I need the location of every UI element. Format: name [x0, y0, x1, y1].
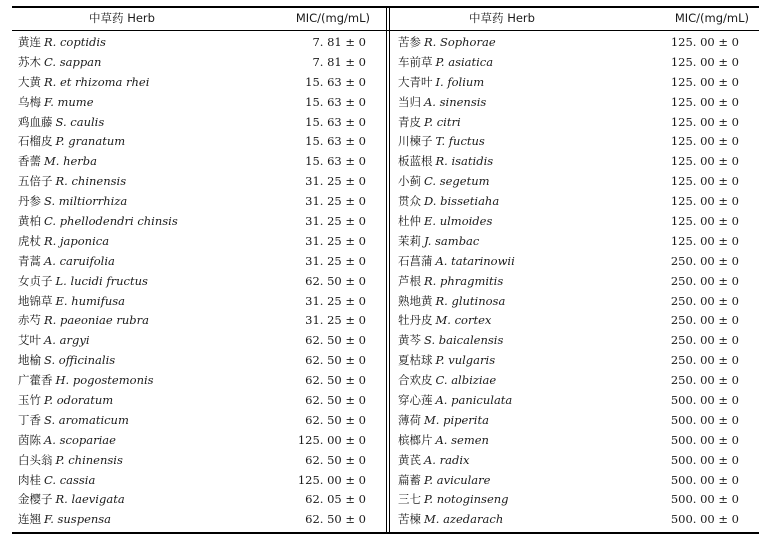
herb-name — [398, 252, 515, 272]
mic-value: 125. 00 ± 0 — [670, 35, 739, 49]
herb-name — [18, 292, 125, 312]
table-row — [392, 471, 759, 491]
herb-name — [18, 471, 95, 491]
herb-name — [398, 510, 503, 530]
table-row — [392, 411, 759, 431]
mic-value: 15. 63 ± 0 — [305, 74, 366, 89]
herb-name — [18, 490, 125, 510]
mic-value: 15. 63 ± 0 — [305, 94, 366, 109]
herb-name — [398, 33, 496, 53]
herb-latin-name: P. vulgaris — [435, 353, 496, 368]
herb-name — [18, 172, 126, 192]
herb-name — [398, 212, 492, 232]
herb-latin-name: R. paeoniae rubra — [44, 313, 149, 328]
herb-chinese-name: 牡丹皮 — [398, 313, 433, 328]
herb-name — [18, 451, 123, 471]
herb-latin-name: A. tatarinowii — [435, 253, 515, 268]
herb-chinese-name: 黄柏 — [18, 214, 41, 229]
table-row — [392, 490, 759, 510]
mic-value: 62. 50 ± 0 — [305, 353, 366, 368]
herb-column-header: 中草药 Herb — [89, 11, 155, 25]
table-column-divider — [386, 6, 390, 534]
herb-latin-name: A. argyi — [44, 333, 90, 348]
table-row — [12, 152, 384, 172]
herb-chinese-name: 艾叶 — [18, 333, 41, 348]
herb-chinese-name: 车前草 — [398, 54, 433, 69]
herb-name — [398, 73, 484, 93]
herb-chinese-name: 黄连 — [18, 35, 41, 49]
table-row — [392, 73, 759, 93]
herb-name — [18, 192, 127, 212]
mic-value: 500. 00 ± 0 — [670, 452, 739, 467]
herb-name — [18, 73, 149, 93]
mic-value: 125. 00 ± 0 — [670, 154, 739, 169]
table-row — [12, 272, 384, 292]
mic-value: 125. 00 ± 0 — [670, 74, 739, 89]
herb-chinese-name: 地锦草 — [18, 293, 53, 308]
herb-name — [398, 53, 493, 73]
herb-latin-name: A. sinensis — [424, 94, 487, 109]
table-row — [12, 172, 384, 192]
herb-name — [398, 132, 485, 152]
herb-latin-name: P. granatum — [55, 134, 126, 149]
herb-column-header: 中草药 Herb — [469, 11, 535, 25]
herb-chinese-name: 石榴皮 — [18, 134, 53, 149]
herb-latin-name: P. chinensis — [55, 452, 123, 467]
table-row — [12, 391, 384, 411]
herb-name — [18, 411, 129, 431]
herb-chinese-name: 五倍子 — [18, 174, 53, 189]
herb-name — [398, 331, 503, 351]
herb-chinese-name: 苏木 — [18, 54, 41, 69]
herb-name — [18, 152, 97, 172]
mic-value: 500. 00 ± 0 — [670, 412, 739, 427]
mic-value: 500. 00 ± 0 — [670, 512, 739, 527]
herb-chinese-name: 黄芪 — [398, 452, 421, 467]
mic-value: 15. 63 ± 0 — [305, 114, 366, 129]
herb-name — [18, 391, 113, 411]
herb-chinese-name: 香薷 — [18, 154, 41, 169]
herb-chinese-name: 广藿香 — [18, 373, 53, 388]
herb-latin-name: A. caruifolia — [44, 253, 115, 268]
herb-chinese-name: 金樱子 — [18, 492, 53, 507]
herb-name — [398, 351, 495, 371]
mic-value: 250. 00 ± 0 — [670, 333, 739, 348]
table-row — [12, 451, 384, 471]
herb-name — [398, 411, 489, 431]
table-row — [392, 172, 759, 192]
table-row — [392, 132, 759, 152]
herb-name — [18, 371, 154, 391]
herb-latin-name: A. radix — [424, 452, 470, 467]
mic-value: 250. 00 ± 0 — [670, 253, 739, 268]
herb-latin-name: M. cortex — [435, 313, 492, 328]
table-row — [392, 212, 759, 232]
mic-value: 125. 00 ± 0 — [670, 134, 739, 149]
herb-chinese-name: 萹蓄 — [398, 472, 421, 487]
herb-name — [398, 93, 486, 113]
table-row — [392, 451, 759, 471]
table-row — [392, 152, 759, 172]
mic-value: 125. 00 ± 0 — [670, 214, 739, 229]
table-row — [12, 212, 384, 232]
herb-name — [398, 272, 503, 292]
herb-latin-name: A. paniculata — [435, 393, 513, 408]
herb-chinese-name: 赤芍 — [18, 313, 41, 328]
herb-latin-name: F. suspensa — [44, 512, 112, 527]
mic-value: 500. 00 ± 0 — [670, 472, 739, 487]
mic-value: 31. 25 ± 0 — [305, 233, 366, 248]
table-row — [12, 471, 384, 491]
herb-chinese-name: 当归 — [398, 94, 421, 109]
herb-chinese-name: 青蒿 — [18, 253, 41, 268]
herb-latin-name: P. notoginseng — [424, 492, 509, 507]
herb-chinese-name: 槟榔片 — [398, 432, 433, 447]
mic-value: 250. 00 ± 0 — [670, 273, 739, 288]
herb-chinese-name: 大黄 — [18, 74, 41, 89]
herb-name — [18, 510, 111, 530]
herb-latin-name: M. herba — [44, 154, 98, 169]
table-row — [12, 192, 384, 212]
table-row — [392, 93, 759, 113]
herb-latin-name: L. lucidi fructus — [55, 273, 148, 288]
herb-latin-name: T. fuctus — [435, 134, 485, 149]
herb-chinese-name: 薄荷 — [398, 412, 421, 427]
mic-value: 500. 00 ± 0 — [670, 432, 739, 447]
mic-value: 125. 00 ± 0 — [297, 432, 366, 447]
mic-value: 31. 25 ± 0 — [305, 214, 366, 229]
mic-value: 62. 50 ± 0 — [305, 333, 366, 348]
herb-chinese-name: 合欢皮 — [398, 373, 433, 388]
herb-chinese-name: 熟地黄 — [398, 293, 433, 308]
herb-chinese-name: 茵陈 — [18, 432, 41, 447]
table-row — [12, 292, 384, 312]
herb-chinese-name: 地榆 — [18, 353, 41, 368]
herb-latin-name: R. glutinosa — [435, 293, 506, 308]
herb-latin-name: E. ulmoides — [424, 214, 493, 229]
herb-latin-name: H. pogostemonis — [55, 373, 154, 388]
table-row — [392, 192, 759, 212]
mic-value: 125. 00 ± 0 — [670, 174, 739, 189]
table-row — [12, 53, 384, 73]
herb-chinese-name: 黄芩 — [398, 333, 421, 348]
herb-chinese-name: 小蓟 — [398, 174, 421, 189]
mic-value: 31. 25 ± 0 — [305, 293, 366, 308]
table-row — [12, 33, 384, 53]
table-row — [12, 93, 384, 113]
table-row — [392, 311, 759, 331]
herb-chinese-name: 乌梅 — [18, 94, 41, 109]
herb-name — [398, 113, 461, 133]
herb-chinese-name: 女贞子 — [18, 273, 53, 288]
herb-name — [398, 192, 499, 212]
table-row — [392, 113, 759, 133]
mic-value: 15. 63 ± 0 — [305, 154, 366, 169]
table-row — [12, 232, 384, 252]
herb-name — [18, 53, 101, 73]
herb-chinese-name: 板蓝根 — [398, 154, 433, 169]
herb-chinese-name: 苦楝 — [398, 512, 421, 527]
herb-latin-name: S. miltiorrhiza — [44, 194, 128, 209]
mic-value: 250. 00 ± 0 — [670, 293, 739, 308]
table-row — [12, 73, 384, 93]
table-row — [12, 331, 384, 351]
table-row — [12, 490, 384, 510]
mic-value: 125. 00 ± 0 — [670, 54, 739, 69]
herb-latin-name: I. folium — [435, 74, 485, 89]
herb-latin-name: P. odoratum — [44, 393, 114, 408]
table-row — [12, 510, 384, 530]
herb-chinese-name: 茉莉 — [398, 233, 421, 248]
mic-value: 62. 50 ± 0 — [305, 412, 366, 427]
herb-latin-name: R. laevigata — [55, 492, 125, 507]
table-row — [12, 371, 384, 391]
herb-latin-name: F. mume — [44, 94, 94, 109]
right-header-row — [392, 6, 759, 31]
table-row — [12, 411, 384, 431]
herb-chinese-name: 玉竹 — [18, 393, 41, 408]
right-rows — [392, 33, 759, 530]
herb-latin-name: S. caulis — [55, 114, 105, 129]
mic-value: 250. 00 ± 0 — [670, 353, 739, 368]
herb-latin-name: S. officinalis — [44, 353, 116, 368]
herb-latin-name: R. coptidis — [44, 35, 106, 49]
herb-latin-name: A. semen — [435, 432, 489, 447]
table-row — [12, 311, 384, 331]
herb-name — [398, 471, 490, 491]
herb-latin-name: S. aromaticum — [44, 412, 129, 427]
mic-value: 250. 00 ± 0 — [670, 313, 739, 328]
herb-chinese-name: 石菖蒲 — [398, 253, 433, 268]
mic-value: 7. 81 ± 0 — [312, 35, 366, 49]
herb-latin-name: S. baicalensis — [424, 333, 504, 348]
herb-name — [18, 113, 104, 133]
herb-latin-name: R. phragmitis — [424, 273, 504, 288]
mic-value: 15. 63 ± 0 — [305, 134, 366, 149]
herb-chinese-name: 连翘 — [18, 512, 41, 527]
herb-name — [18, 331, 90, 351]
herb-latin-name: R. isatidis — [435, 154, 494, 169]
herb-chinese-name: 杜仲 — [398, 214, 421, 229]
herb-chinese-name: 夏枯球 — [398, 353, 433, 368]
left-rows — [12, 33, 384, 530]
herb-name — [18, 431, 116, 451]
table-row — [12, 351, 384, 371]
mic-value: 125. 00 ± 0 — [670, 114, 739, 129]
table-row — [392, 431, 759, 451]
mic-value: 62. 50 ± 0 — [305, 273, 366, 288]
herb-chinese-name: 三七 — [398, 492, 421, 507]
mic-value: 125. 00 ± 0 — [670, 94, 739, 109]
table-row — [12, 132, 384, 152]
mic-value: 62. 50 ± 0 — [305, 452, 366, 467]
table-row — [392, 391, 759, 411]
herb-name — [18, 93, 94, 113]
herb-name — [398, 391, 512, 411]
mic-column-header: MIC/(mg/mL) — [295, 11, 370, 25]
mic-value: 62. 05 ± 0 — [305, 492, 366, 507]
mic-value: 62. 50 ± 0 — [305, 512, 366, 527]
herb-latin-name: C. albiziae — [435, 373, 497, 388]
herb-chinese-name: 丹参 — [18, 194, 41, 209]
herb-latin-name: C. segetum — [424, 174, 490, 189]
mic-value: 62. 50 ± 0 — [305, 373, 366, 388]
mic-value: 500. 00 ± 0 — [670, 393, 739, 408]
table-row — [392, 272, 759, 292]
herb-name — [18, 311, 149, 331]
herb-chinese-name: 肉桂 — [18, 472, 41, 487]
herb-name — [18, 212, 178, 232]
herb-name — [18, 252, 115, 272]
herb-latin-name: M. piperita — [424, 412, 489, 427]
herb-latin-name: P. asiatica — [435, 54, 494, 69]
herb-latin-name: P. aviculare — [424, 472, 491, 487]
herb-name — [398, 311, 491, 331]
herb-name — [398, 371, 496, 391]
table-row — [12, 431, 384, 451]
herb-latin-name: C. phellodendri chinsis — [44, 214, 178, 229]
herb-name — [398, 152, 493, 172]
mic-value: 31. 25 ± 0 — [305, 194, 366, 209]
herb-name — [398, 431, 489, 451]
mic-value: 31. 25 ± 0 — [305, 174, 366, 189]
mic-value: 125. 00 ± 0 — [670, 194, 739, 209]
herb-name — [18, 132, 125, 152]
herb-chinese-name: 穿心莲 — [398, 393, 433, 408]
herb-name — [18, 232, 109, 252]
herb-chinese-name: 芦根 — [398, 273, 421, 288]
mic-value: 250. 00 ± 0 — [670, 373, 739, 388]
herb-name — [398, 490, 509, 510]
herb-name — [18, 351, 115, 371]
herb-name — [398, 232, 479, 252]
herb-latin-name: P. citri — [424, 114, 461, 129]
herb-latin-name: R. chinensis — [55, 174, 127, 189]
herb-name — [398, 292, 505, 312]
table-row — [392, 510, 759, 530]
mic-value: 31. 25 ± 0 — [305, 253, 366, 268]
herb-chinese-name: 川楝子 — [398, 134, 433, 149]
herb-latin-name: R. et rhizoma rhei — [44, 74, 150, 89]
mic-value: 62. 50 ± 0 — [305, 393, 366, 408]
herb-latin-name: J. sambac — [424, 233, 480, 248]
herb-latin-name: M. azedarach — [424, 512, 504, 527]
herb-latin-name: E. humifusa — [55, 293, 126, 308]
herb-chinese-name: 青皮 — [398, 114, 421, 129]
table-row — [392, 33, 759, 53]
mic-value: 125. 00 ± 0 — [670, 233, 739, 248]
herb-latin-name: R. Sophorae — [424, 35, 496, 49]
herb-latin-name: R. japonica — [44, 233, 110, 248]
herb-name — [398, 172, 490, 192]
mic-column-header: MIC/(mg/mL) — [674, 11, 749, 25]
mic-value: 31. 25 ± 0 — [305, 313, 366, 328]
herb-chinese-name: 鸡血藤 — [18, 114, 53, 129]
table-row — [392, 351, 759, 371]
herb-name — [398, 451, 470, 471]
left-header-row — [12, 6, 384, 31]
mic-value: 7. 81 ± 0 — [312, 54, 366, 69]
table-row — [392, 252, 759, 272]
mic-value: 500. 00 ± 0 — [670, 492, 739, 507]
table-row — [392, 53, 759, 73]
herb-latin-name: C. sappan — [44, 54, 102, 69]
herb-chinese-name: 虎杖 — [18, 233, 41, 248]
herb-chinese-name: 丁香 — [18, 412, 41, 427]
herb-latin-name: C. cassia — [44, 472, 96, 487]
herb-latin-name: A. scopariae — [44, 432, 116, 447]
table-row — [12, 113, 384, 133]
herb-latin-name: D. bissetiaha — [424, 194, 500, 209]
herb-name — [18, 33, 106, 53]
herb-chinese-name: 白头翁 — [18, 452, 53, 467]
herb-chinese-name: 大青叶 — [398, 74, 433, 89]
table-row — [392, 331, 759, 351]
mic-value: 125. 00 ± 0 — [297, 472, 366, 487]
herb-chinese-name: 贯众 — [398, 194, 421, 209]
herb-name — [18, 272, 148, 292]
herb-chinese-name: 苦参 — [398, 35, 421, 49]
table-row — [392, 292, 759, 312]
table-row — [392, 371, 759, 391]
table-row — [392, 232, 759, 252]
table-row — [12, 252, 384, 272]
